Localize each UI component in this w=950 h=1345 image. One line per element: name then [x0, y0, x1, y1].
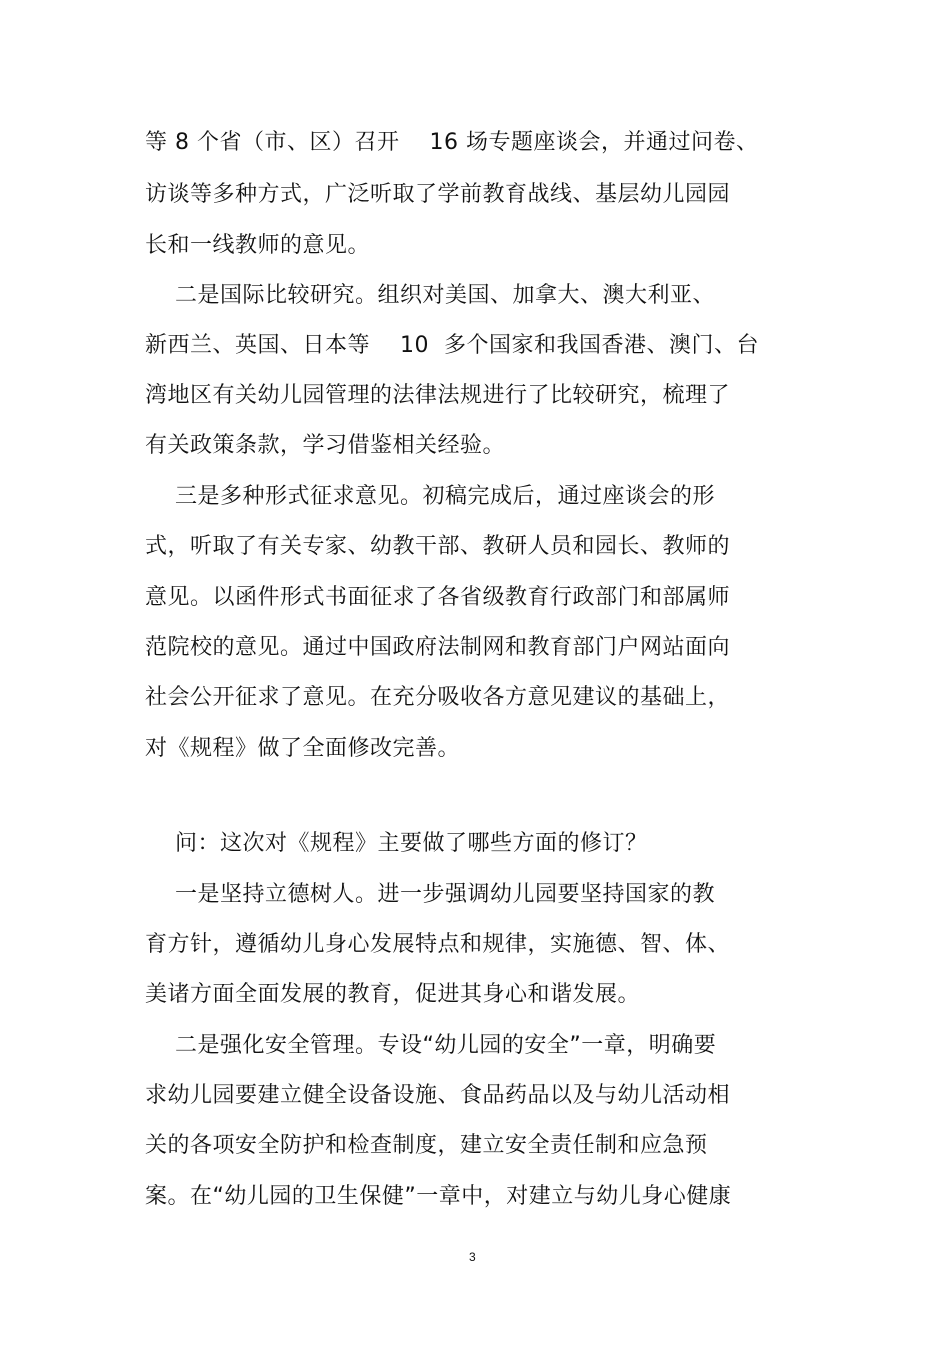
text-line: 等 8 个省（市、区）召开 16 场专题座谈会，并通过问卷、: [145, 130, 759, 155]
text-line: 湾地区有关幼儿园管理的法律法规进行了比较研究，梳理了: [145, 383, 731, 408]
page-number: 3: [469, 1250, 476, 1264]
text-line: 关的各项安全防护和检查制度，建立安全责任制和应急预: [145, 1133, 708, 1158]
question-line: 问：这次对《规程》主要做了哪些方面的修订？: [145, 831, 648, 856]
text-line: 求幼儿园要建立健全设备设施、食品药品以及与幼儿活动相: [145, 1083, 731, 1108]
text-line: 意见。以函件形式书面征求了各省级教育行政部门和部属师: [145, 585, 731, 610]
text-line: 新西兰、英国、日本等 10 多个国家和我国香港、澳门、台: [145, 333, 759, 358]
text-line: 有关政策条款，学习借鉴相关经验。: [145, 433, 506, 458]
text-line: 育方针，遵循幼儿身心发展特点和规律，实施德、智、体、: [145, 932, 731, 957]
text-line: 式，听取了有关专家、幼教干部、教研人员和园长、教师的: [145, 534, 731, 559]
text-line: 社会公开征求了意见。在充分吸收各方意见建议的基础上，: [145, 685, 731, 710]
text-line: 长和一线教师的意见。: [145, 233, 371, 258]
text-line: 三是多种形式征求意见。初稿完成后，通过座谈会的形: [145, 484, 715, 509]
text-line: 一是坚持立德树人。进一步强调幼儿园要坚持国家的教: [145, 882, 715, 907]
text-line: 对《规程》做了全面修改完善。: [145, 736, 461, 761]
text-line: 案。在“幼儿园的卫生保健”一章中，对建立与幼儿身心健康: [145, 1184, 732, 1209]
text-line: 美诸方面全面发展的教育，促进其身心和谐发展。: [145, 982, 641, 1007]
text-line: 访谈等多种方式，广泛听取了学前教育战线、基层幼儿园园: [145, 182, 731, 207]
text-line: 二是国际比较研究。组织对美国、加拿大、澳大利亚、: [145, 283, 715, 308]
text-line: 范院校的意见。通过中国政府法制网和教育部门户网站面向: [145, 635, 731, 660]
text-line: 二是强化安全管理。专设“幼儿园的安全”一章，明确要: [145, 1033, 717, 1058]
